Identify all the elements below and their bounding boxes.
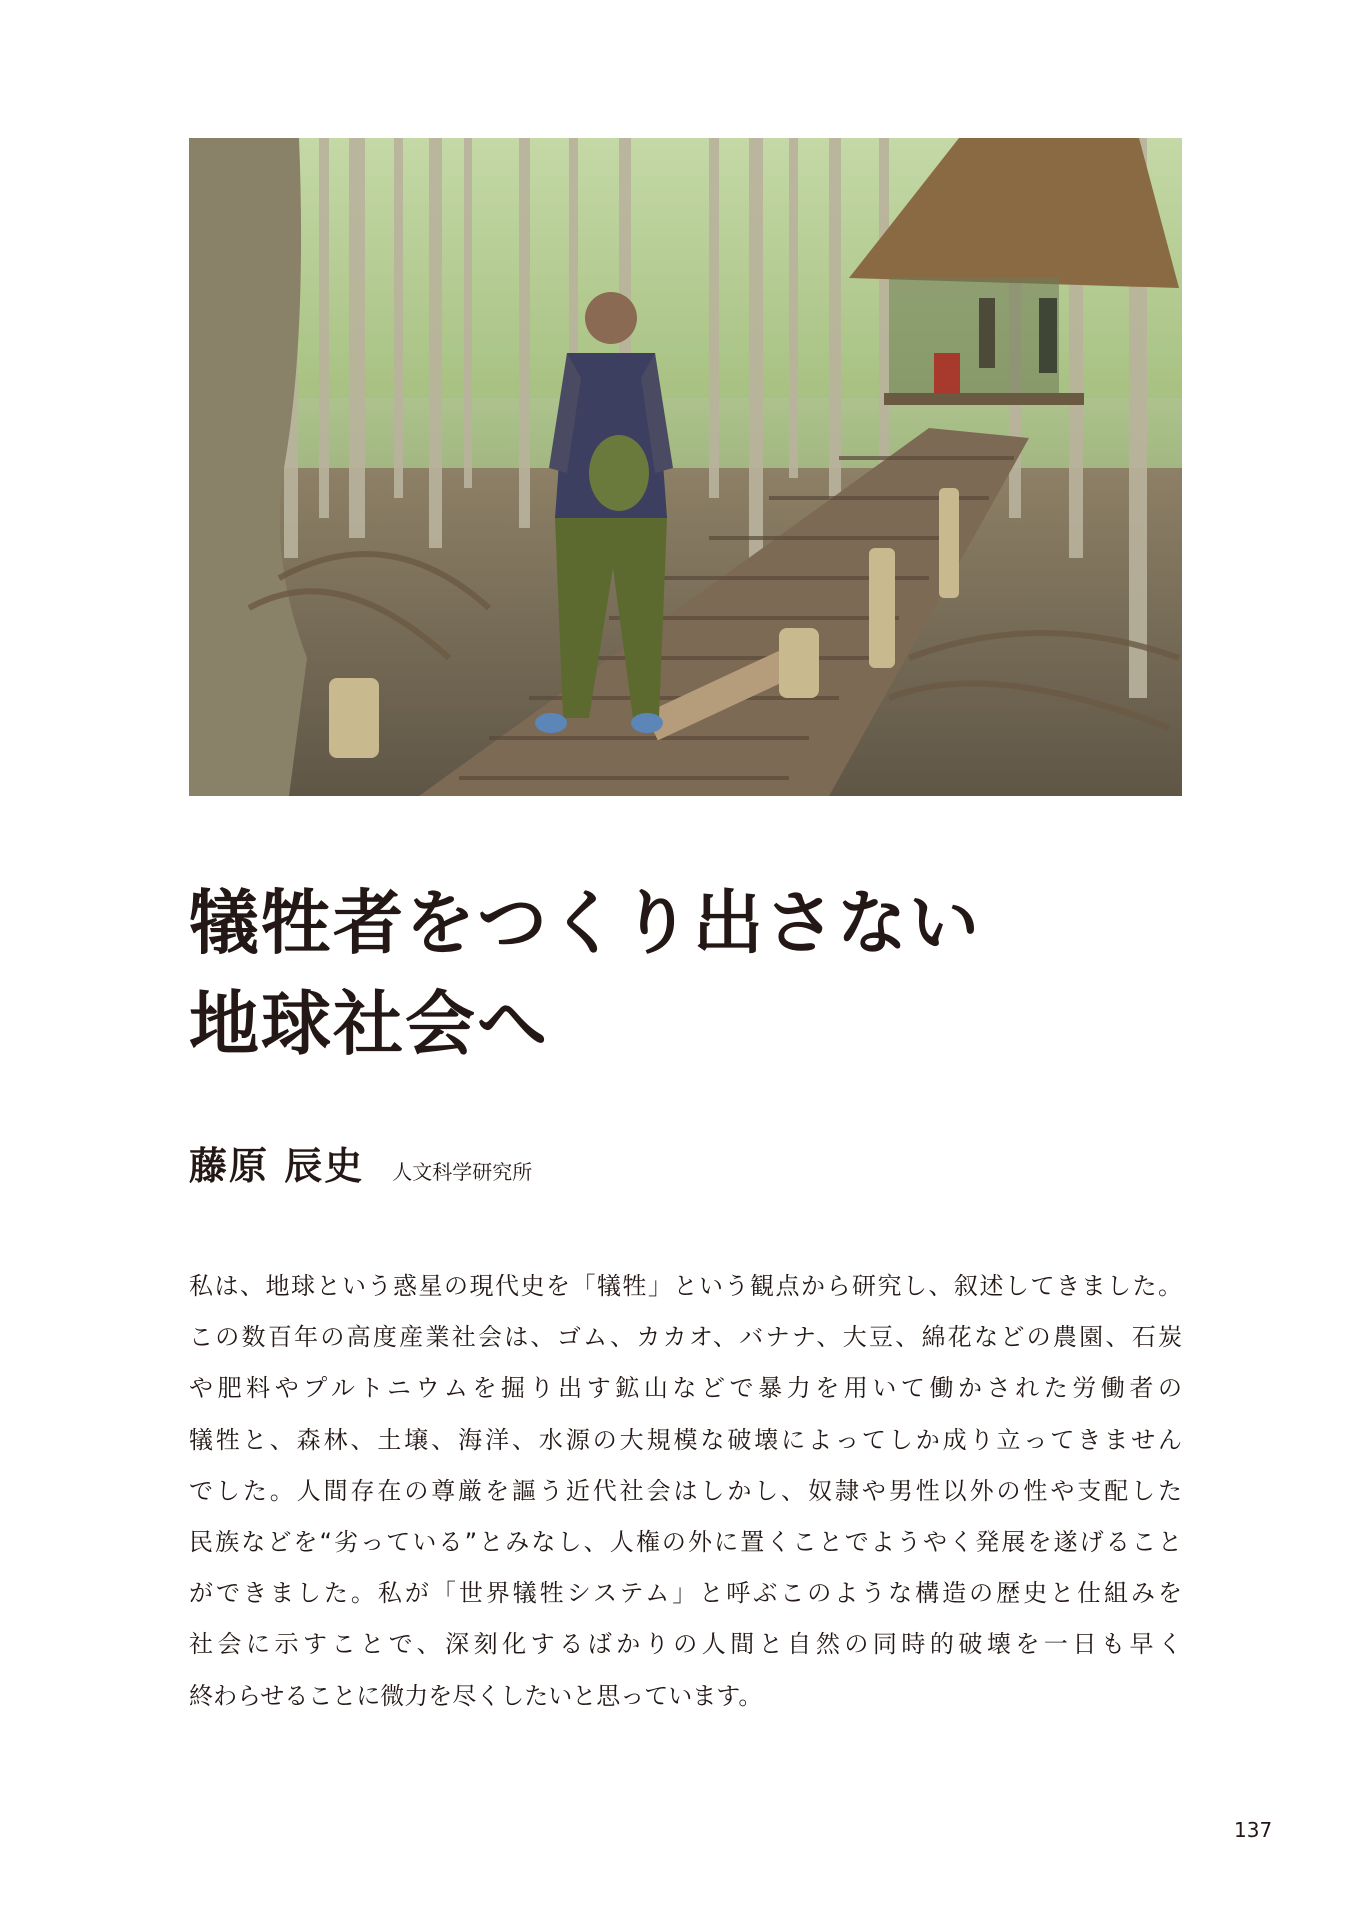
- body-line: や肥料やプルトニウムを掘り出す鉱山などで暴力を用いて働かされた労働者の: [189, 1374, 1182, 1403]
- body-line: 民族などを“劣っている”とみなし、人権の外に置くことでようやく発展を遂げること: [189, 1528, 1182, 1557]
- body-line: 社会に示すことで、深刻化するばかりの人間と自然の同時的破壊を一日も早く: [189, 1630, 1182, 1659]
- body-line: この数百年の高度産業社会は、ゴム、カカオ、バナナ、大豆、綿花などの農園、石炭: [189, 1323, 1182, 1352]
- article-photo: [189, 138, 1182, 796]
- body-line: 終わらせることに微力を尽くしたいと思っています。: [189, 1681, 763, 1710]
- byline: [189, 1135, 532, 1195]
- author-affiliation: 人文科学研究所: [392, 1160, 533, 1184]
- body-line: ができました。私が「世界犠牲システム」と呼ぶこのような構造の歴史と仕組みを: [189, 1579, 1182, 1608]
- article-title: [189, 873, 1189, 1075]
- body-line: 私は、地球という惑星の現代史を「犠牲」という観点から研究し、叙述してきました。: [189, 1272, 1182, 1300]
- page-number: 137: [1234, 1818, 1273, 1842]
- body-line: 犠牲と、森林、土壌、海洋、水源の大規模な破壊によってしか成り立ってきません: [189, 1425, 1182, 1454]
- body-line: でした。人間存在の尊厳を謳う近代社会はしかし、奴隷や男性以外の性や支配した: [189, 1476, 1182, 1505]
- article-body: [189, 1261, 1182, 1722]
- author-name: 藤原 辰史: [189, 1144, 365, 1188]
- mangrove-boardwalk-photo: [189, 138, 1182, 796]
- title-line: 地球社会へ: [189, 983, 549, 1065]
- title-line: 犠牲者をつくり出さない: [189, 882, 981, 964]
